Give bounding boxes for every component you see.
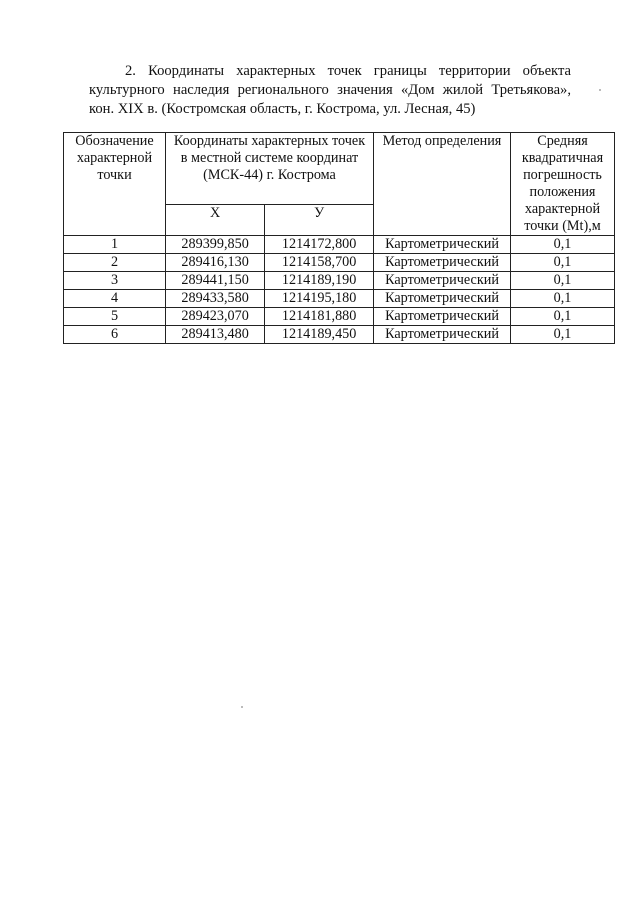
cell-y: 1214158,700 [265,254,374,272]
cell-error: 0,1 [511,236,615,254]
table-row [64,236,615,254]
cell-point: 5 [64,308,166,326]
cell-point: 3 [64,272,166,290]
coordinates-table [63,132,615,344]
cell-error: 0,1 [511,326,615,344]
header-method: Метод определения [374,133,511,236]
table-header-row [64,133,615,205]
cell-method: Картометрический [374,272,511,290]
cell-point: 2 [64,254,166,272]
heading-line-3: кон. XIX в. (Костромская область, г. Кострома, ул. Лесная, 45) [89,101,476,117]
header-mean-error: Средняя квадратичная погрешность положения характерной точки (Mt),м [511,133,615,236]
table-row [64,326,615,344]
header-point-designation: Обозначение характерной точки [64,133,166,236]
cell-y: 1214172,800 [265,236,374,254]
cell-point: 1 [64,236,166,254]
cell-y: 1214195,180 [265,290,374,308]
cell-point: 4 [64,290,166,308]
cell-x: 289423,070 [166,308,265,326]
table-row [64,308,615,326]
cell-method: Картометрический [374,308,511,326]
table-row [64,290,615,308]
heading-line-2: культурного наследия регионального значения «Дом жилой Третьякова», [89,82,571,98]
cell-y: 1214189,450 [265,326,374,344]
header-coordinates: Координаты характерных точек в местной системе координат (МСК-44) г. Кострома [166,133,374,205]
cell-method: Картометрический [374,326,511,344]
cell-point: 6 [64,326,166,344]
scan-speck [599,89,601,91]
cell-x: 289399,850 [166,236,265,254]
cell-error: 0,1 [511,272,615,290]
cell-y: 1214181,880 [265,308,374,326]
heading-line-1: 2. Координаты характерных точек границы территории объекта [125,63,571,79]
cell-method: Картометрический [374,290,511,308]
table-row [64,254,615,272]
cell-error: 0,1 [511,254,615,272]
header-y: У [265,205,374,236]
cell-x: 289433,580 [166,290,265,308]
cell-y: 1214189,190 [265,272,374,290]
section-heading [89,62,571,119]
scan-speck [241,706,243,708]
cell-method: Картометрический [374,254,511,272]
table-body [64,236,615,344]
header-x: Х [166,205,265,236]
cell-error: 0,1 [511,290,615,308]
cell-x: 289413,480 [166,326,265,344]
cell-x: 289416,130 [166,254,265,272]
cell-error: 0,1 [511,308,615,326]
table-row [64,272,615,290]
cell-method: Картометрический [374,236,511,254]
cell-x: 289441,150 [166,272,265,290]
